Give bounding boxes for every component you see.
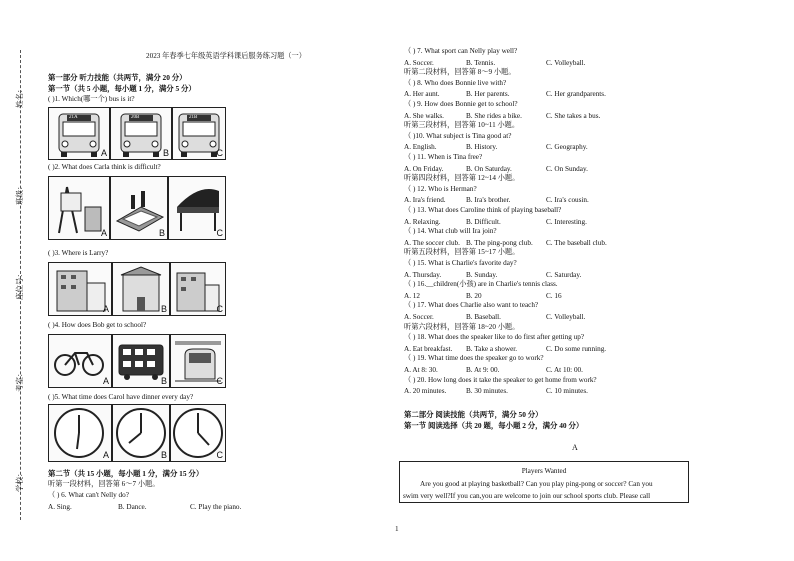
answer-option: A. Thursday. [404,270,442,279]
answer-option: C. Volleyball. [546,313,586,321]
q1-option-a-image [48,107,110,160]
answer-option: B. Her parents. [466,90,510,99]
q2-option-c-image [168,176,226,240]
building-icon [49,263,111,315]
question-line: 听第五段材料，回答第 15~17 小题。 [404,248,520,257]
question-line: （ ) 15. What is Charlie's favorite day? [404,259,517,267]
part2-heading: 第二部分 阅读技能（共两节，满分 50 分） [404,410,543,419]
question-1: ( )1. Which(哪一个) bus is it? [48,95,135,103]
answer-option: A. English. [404,143,437,152]
question-3: ( )3. Where is Larry? [48,249,109,257]
answer-option: C. Saturday. [546,270,582,279]
question-line: 听第三段材料，回答第 10~11 小题。 [404,121,520,130]
bus-number-a: 21A [69,115,78,120]
answer-option: C. Interesting. [546,217,587,226]
answer-option: A. 20 minutes. [404,387,447,396]
q5-option-b-image [112,404,170,462]
answer-option: C. Ira's cousin. [546,196,589,205]
answer-option: B. Tennis. [466,58,496,67]
question-line: 听第六段材料，回答第 18~20 小题。 [404,322,520,331]
q6-option-b: B. Dance. [118,503,147,511]
question-line: （ ) 8. Who does Bonnie live with? [404,78,507,87]
answer-option: A. Soccer. [404,313,434,321]
question-line: 听第四段材料，回答第 12~14 小题。 [404,174,520,183]
answer-option: B. On Saturday. [466,164,512,173]
question-5: ( )5. What time does Carol have dinner every day? [48,393,194,401]
q6-option-c: C. Play the piano. [190,503,242,511]
option-letter-b: B [160,450,167,460]
passage-letter: A [572,443,578,452]
clock-icon [49,405,111,461]
bus-number-b: 20B [131,115,140,120]
question-line: （ ) 16.__children(小孩) are in Charlie's tennis class. [404,280,558,289]
answer-option: B. Difficult. [466,217,501,226]
answer-option: B. Ira's brother. [466,196,511,205]
answer-option: C. 16 [546,291,562,300]
part1-section1: 第一节（共 5 小题，每小题 1 分，满分 5 分） [48,84,196,93]
part2-section1: 第一节 阅读选择（共 20 题，每小题 2 分，满分 40 分） [404,421,584,430]
option-letter-c: C [216,304,223,314]
option-letter-b: B [162,148,169,158]
answer-option: A. Soccer. [404,58,434,67]
question-line: （ ) 20. How long does it take the speaker to get home from work? [404,375,597,384]
q3-option-c-image [170,262,226,316]
players-wanted-line-2: swim very well?If you can,you are welcome to join our school sports club. Please call [403,492,651,500]
q4-option-b-image [112,334,170,388]
side-label-school: 学校： [15,469,24,492]
option-letter-a: A [102,450,109,460]
question-2: ( )2. What does Carla think is difficult? [48,163,161,171]
question-line: （ ) 7. What sport can Nelly play well? [404,47,518,55]
option-letter-b: B [158,228,165,238]
answer-option: B. Sunday. [466,270,498,279]
q2-option-a-image [48,176,110,240]
answer-option: B. She rides a bike. [466,111,522,120]
q6-option-a: A. Sing. [48,503,72,511]
option-letter-b: B [160,304,167,314]
answer-option: B. Take a shower. [466,344,518,353]
bus-number-c: 21B [189,115,198,120]
answer-option: C. 10 minutes. [546,387,588,396]
option-letter-a: A [102,376,109,386]
bicycle-icon [49,335,111,387]
question-line: （ ) 9. How does Bonnie get to school? [404,100,518,108]
players-wanted-box [399,461,689,503]
players-wanted-line-1: Are you good at playing basketball? Can you play ping-pong or soccer? Can you [420,480,653,488]
option-letter-a: A [102,304,109,314]
part1-section2: 第二节（共 15 小题，每小题 1 分，满分 15 分） [48,469,204,478]
option-letter-a: A [100,148,107,158]
option-letter-c: C [216,450,223,460]
q1-option-c-image [172,107,226,160]
answer-option: B. History. [466,143,498,152]
side-label-class: 班级： [15,182,24,205]
answer-option: A. 12 [404,291,420,300]
answer-option: A. On Friday. [404,164,444,173]
option-letter-b: B [160,376,167,386]
answer-option: C. The baseball club. [546,238,607,247]
q5-option-a-image [48,404,112,462]
side-label-name: 姓名： [15,85,24,108]
answer-option: C. Her grandparents. [546,90,606,99]
answer-option: A. Relaxing. [404,217,441,226]
option-letter-c: C [216,376,223,386]
question-line: （ ) 17. What does Charlie also want to teach? [404,301,539,310]
question-line: （ ) 19. What time does the speaker go to work? [404,354,544,363]
q4-option-a-image [48,334,112,388]
page-title: 2023 年春季七年级英语学科课后服务练习题（一） [146,52,306,60]
answer-option: C. Do some running. [546,344,607,353]
question-line: （ ) 11. When is Tina free? [404,153,483,161]
section2-intro: 听第一段材料，回答第 6～7 小题。 [48,480,160,488]
answer-option: A. At 8: 30. [404,366,438,374]
question-line: （ ) 12. Who is Herman? [404,184,477,193]
side-label-seat: 座位号： [15,270,24,300]
answer-option: B. The ping-pong club. [466,238,533,247]
question-line: 听第二段材料，回答第 8～9 小题。 [404,68,516,77]
q2-option-b-image [110,176,168,240]
part1-heading: 第一部分 听力技能（共两节，满分 20 分） [48,73,187,82]
page-number: 1 [395,525,399,533]
q4-option-c-image [170,334,226,388]
answer-option: A. Her aunt. [404,90,440,99]
answer-option: B. Baseball. [466,313,501,321]
answer-option: B. 20 [466,291,482,300]
answer-option: A. Ira's friend. [404,196,446,205]
answer-option: C. At 10: 00. [546,366,583,374]
players-wanted-title: Players Wanted [521,467,567,475]
q1-option-b-image [110,107,172,160]
answer-option: C. On Sunday. [546,164,588,173]
option-letter-c: C [216,148,223,158]
question-line: （ ) 18. What does the speaker like to do first after getting up? [404,333,585,342]
answer-option: B. 30 minutes. [466,387,508,396]
question-4: ( )4. How does Bob get to school? [48,321,147,329]
answer-option: C. Volleyball. [546,58,586,67]
question-line: （ ) 13. What does Caroline think of playing baseball? [404,206,562,214]
answer-option: C. She takes a bus. [546,111,601,120]
answer-option: A. The soccer club. [404,238,460,247]
side-label-room: 考室： [15,369,24,392]
question-line: （ )10. What subject is Tina good at? [404,131,512,140]
option-letter-a: A [100,228,107,238]
question-line: （ ) 14. What club will Ira join? [404,227,497,236]
option-letter-c: C [216,228,223,238]
q3-option-a-image [48,262,112,316]
answer-option: A. She walks. [404,111,444,120]
answer-option: C. Geography. [546,143,588,152]
answer-option: B. At 9: 00. [466,366,500,374]
q3-option-b-image [112,262,170,316]
answer-option: A. Eat breakfast. [404,344,453,353]
question-6: （ ) 6. What can't Nelly do? [48,491,129,499]
q5-option-c-image [170,404,226,462]
